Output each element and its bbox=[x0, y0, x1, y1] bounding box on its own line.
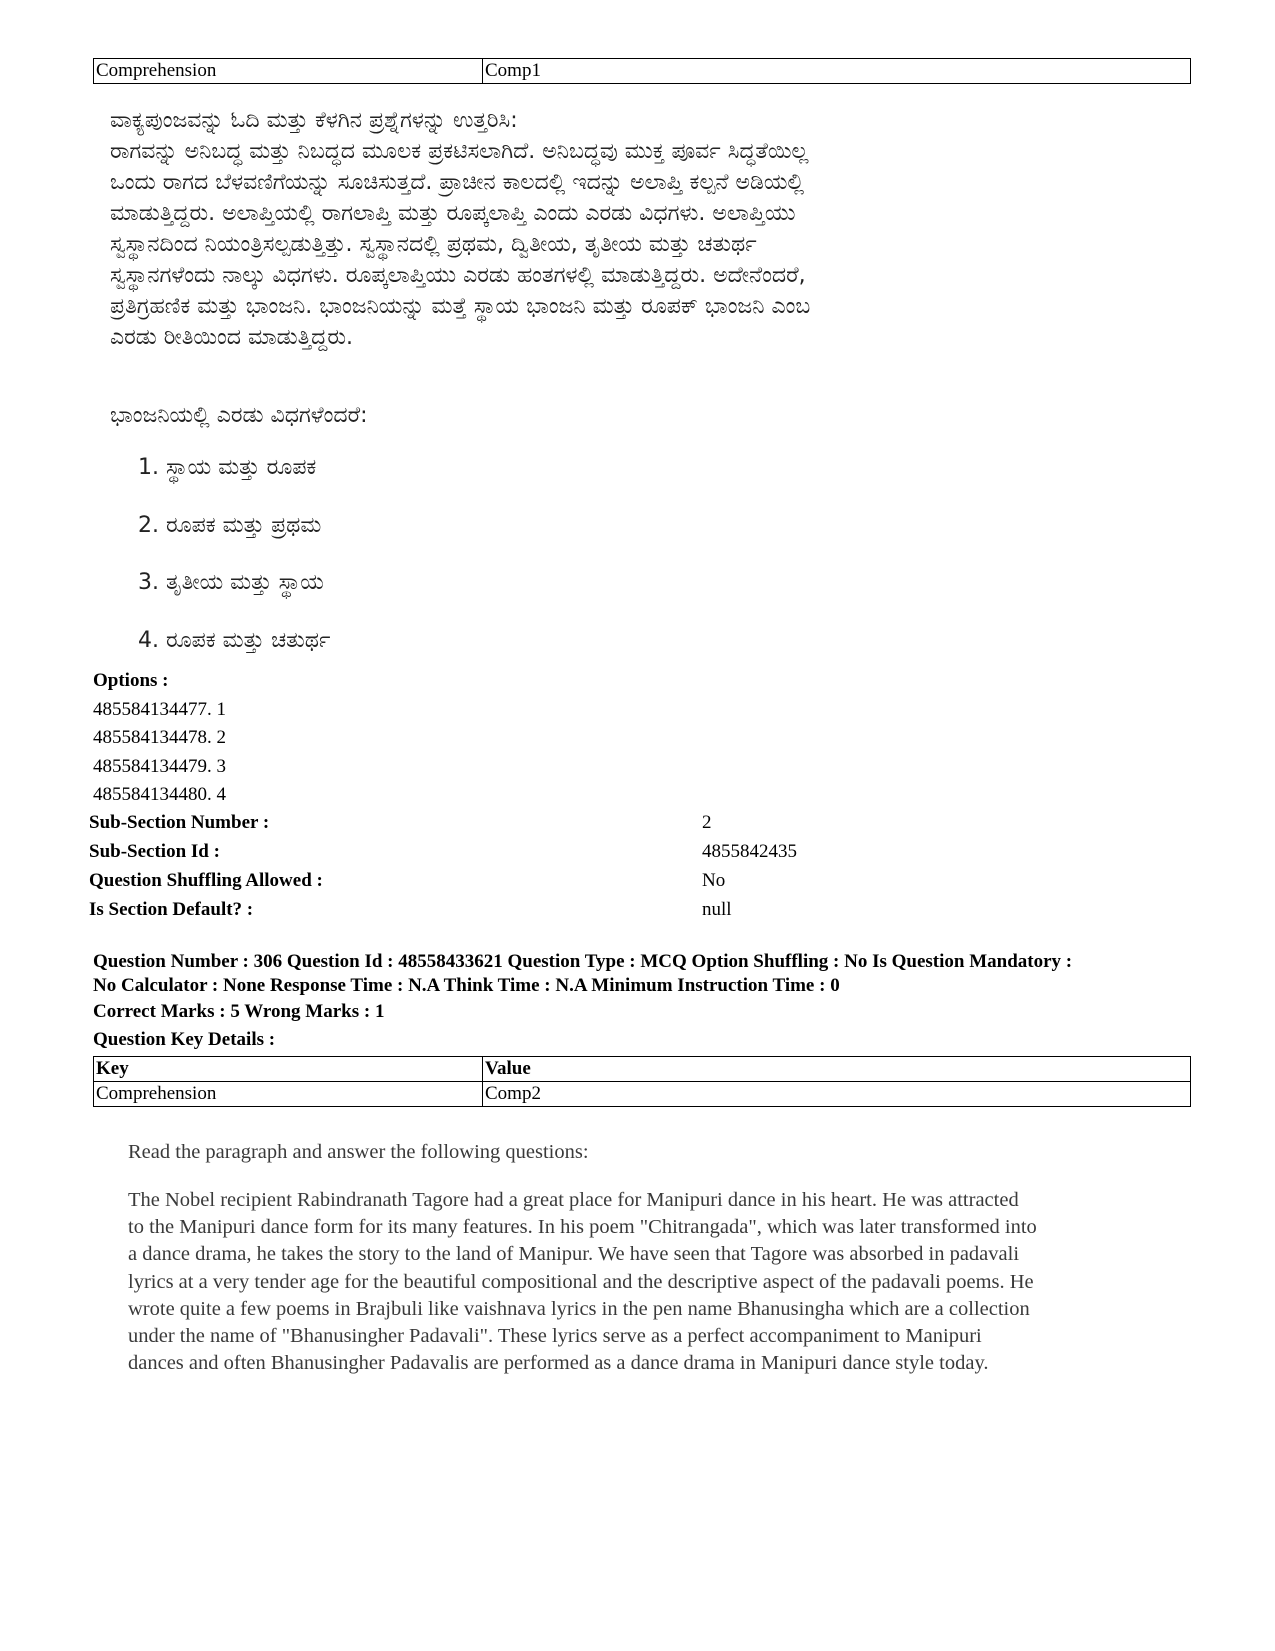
english-passage-body bbox=[128, 1187, 1198, 1377]
kannada-passage-line: ಒಂದು ರಾಗದ ಬೆಳವಣಿಗೆಯನ್ನು ಸೂಚಿಸುತ್ತದೆ. ಪ್ರಾಚೀನ ಕಾಲದಲ್ಲಿ ಇದನ್ನು ಅಲಾಪ್ತಿ ಕಲ್ಪನೆ ಅಡಿಯಲ್ಲಿ bbox=[110, 170, 805, 195]
kannada-choice: 3. ತೃತೀಯ ಮತ್ತು ಸ್ಥಾಯ bbox=[138, 570, 324, 595]
english-passage bbox=[128, 1139, 1198, 1166]
question-meta-line: No Calculator : None Response Time : N.A Think Time : N.A Minimum Instruction Time : 0 bbox=[93, 975, 840, 996]
subsection-row bbox=[89, 808, 849, 837]
table-cell-value: Comp2 bbox=[483, 1082, 1191, 1107]
table-row bbox=[94, 59, 1191, 84]
table-header-value: Value bbox=[483, 1057, 1191, 1082]
kannada-choice: 1. ಸ್ಥಾಯ ಮತ್ತು ರೂಪಕ bbox=[138, 455, 317, 480]
kannada-choice: 2. ರೂಪಕ ಮತ್ತು ಪ್ರಥಮ bbox=[138, 512, 322, 538]
english-instruction: Read the paragraph and answer the following questions: bbox=[128, 1141, 589, 1163]
kannada-passage-line: ರಾಗವನ್ನು ಅನಿಬದ್ಧ ಮತ್ತು ನಿಬದ್ಧದ ಮೂಲಕ ಪ್ರಕಟಿಸಲಾಗಿದೆ. ಅನಿಬದ್ಧವು ಮುಕ್ತ ಪೂರ್ವ ಸಿದ್ಧತೆಯಿಲ್ಲ bbox=[110, 139, 809, 164]
kannada-question bbox=[110, 400, 1190, 431]
subsection-row bbox=[89, 895, 849, 924]
subsection-label: Sub-Section Id : bbox=[89, 841, 220, 862]
english-passage-line: to the Manipuri dance form for its many features. In his poem "Chitrangada", which was later transformed into bbox=[128, 1216, 1037, 1239]
kannada-choice-list bbox=[138, 453, 330, 683]
option-item: 485584134479. 3 bbox=[93, 755, 226, 777]
kannada-passage-line: ಎರಡು ರೀತಿಯಿಂದ ಮಾಡುತ್ತಿದ್ದರು. bbox=[110, 325, 354, 350]
kannada-passage-line: ಪ್ರತಿಗ್ರಹಣಿಕ ಮತ್ತು ಭಾಂಜನಿ. ಭಾಂಜನಿಯನ್ನು ಮತ್ತೆ ಸ್ಥಾಯ ಭಾಂಜನಿ ಮತ್ತು ರೂಪಕ್ ಭಾಂಜನಿ ಎಂಬ bbox=[110, 294, 811, 319]
subsection-label: Is Section Default? : bbox=[89, 899, 254, 920]
table-cell-key: Comprehension bbox=[94, 59, 483, 84]
key-details-heading: Question Key Details : bbox=[93, 1029, 276, 1050]
comprehension-table-top bbox=[93, 58, 1191, 84]
kannada-choice: 4. ರೂಪಕ ಮತ್ತು ಚತುರ್ಥ bbox=[138, 627, 331, 653]
table-header-row bbox=[94, 1057, 1191, 1082]
options-section bbox=[93, 667, 226, 810]
subsection-row bbox=[89, 866, 849, 895]
subsection-row bbox=[89, 837, 849, 866]
kannada-passage-line: ಮಾಡುತ್ತಿದ್ದರು. ಅಲಾಪ್ತಿಯಲ್ಲಿ ರಾಗಲಾಪ್ತಿ ಮತ್ತು ರೂಪ್ಕಲಾಪ್ತಿ ಎಂದು ಎರಡು ವಿಧಗಳು. ಅಲಾಪ್ತಿಯು bbox=[110, 201, 796, 226]
table-row bbox=[94, 1082, 1191, 1107]
subsection-value: 4855842435 bbox=[702, 841, 797, 862]
table-header-key: Key bbox=[94, 1057, 483, 1082]
subsection-value: 2 bbox=[702, 812, 712, 833]
english-passage-line: wrote quite a few poems in Brajbuli like vaishnava lyrics in the pen name Bhanusingha which are a collection bbox=[128, 1297, 1030, 1320]
kannada-passage-line: ಸ್ವಸ್ಥಾನದಿಂದ ನಿಯಂತ್ರಿಸಲ್ಪಡುತ್ತಿತ್ತು. ಸ್ವಸ್ಥಾನದಲ್ಲಿ ಪ್ರಥಮ, ದ್ವಿತೀಯ, ತೃತೀಯ ಮತ್ತು ಚತುರ್ಥ bbox=[110, 232, 757, 257]
english-passage-line: under the name of "Bhanusingher Padavali". These lyrics serve as a perfect accompaniment to Manipuri bbox=[128, 1325, 982, 1348]
subsection-label: Sub-Section Number : bbox=[89, 812, 270, 833]
english-passage-line: lyrics at a very tender age for the beautiful compositional and the descriptive aspect of the padavali poems. He bbox=[128, 1270, 1034, 1293]
english-passage-line: The Nobel recipient Rabindranath Tagore had a great place for Manipuri dance in his heart. He was attracted bbox=[128, 1189, 1019, 1211]
subsection-details bbox=[89, 808, 849, 924]
kannada-passage bbox=[110, 105, 1190, 353]
marks-line: Correct Marks : 5 Wrong Marks : 1 bbox=[93, 1001, 385, 1022]
subsection-value: No bbox=[702, 870, 726, 891]
table-cell-key: Comprehension bbox=[94, 1082, 483, 1107]
kannada-passage-line: ಸ್ವಸ್ಥಾನಗಳೆಂದು ನಾಲ್ಕು ವಿಧಗಳು. ರೂಪ್ಕಲಾಪ್ತಿಯು ಎರಡು ಹಂತಗಳಲ್ಲಿ ಮಾಡುತ್ತಿದ್ದರು. ಅದೇನೆಂದರೆ, bbox=[110, 263, 806, 288]
english-passage-line: dances and often Bhanusingher Padavalis are performed as a dance drama in Manipuri dance style today. bbox=[128, 1352, 989, 1375]
option-item: 485584134478. 2 bbox=[93, 727, 226, 748]
question-key-table bbox=[93, 1056, 1191, 1107]
option-item: 485584134480. 4 bbox=[93, 784, 226, 805]
subsection-label: Question Shuffling Allowed : bbox=[89, 870, 323, 891]
options-heading: Options : bbox=[93, 670, 169, 691]
question-meta-line: Question Number : 306 Question Id : 48558433621 Question Type : MCQ Option Shuffling : No Is Question Mandatory : bbox=[93, 951, 1073, 972]
option-item: 485584134477. 1 bbox=[93, 698, 226, 720]
subsection-value: null bbox=[702, 899, 732, 920]
english-passage-line: a dance drama, he takes the story to the land of Manipur. We have seen that Tagore was absorbed in padavali bbox=[128, 1243, 1020, 1266]
kannada-question-text: ಭಾಂಜನಿಯಲ್ಲಿ ಎರಡು ವಿಧಗಳೆಂದರೆ: bbox=[110, 403, 368, 428]
table-cell-value: Comp1 bbox=[483, 59, 1191, 84]
question-meta bbox=[93, 950, 1193, 998]
kannada-passage-line: ವಾಕ್ಯಪುಂಜವನ್ನು ಓದಿ ಮತ್ತು ಕೆಳಗಿನ ಪ್ರಶ್ನೆಗಳನ್ನು ಉತ್ತರಿಸಿ: bbox=[110, 108, 518, 133]
